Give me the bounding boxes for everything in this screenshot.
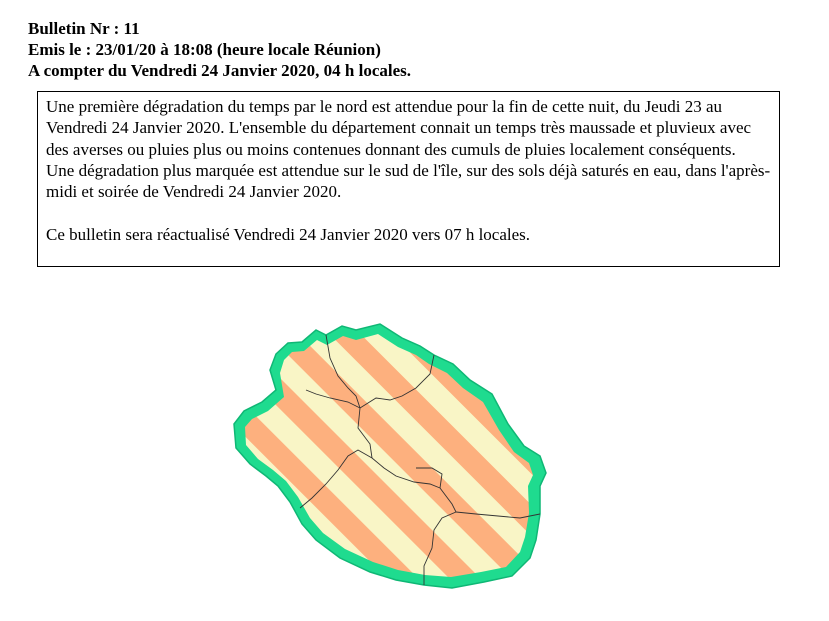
bulletin-paragraph-3: Ce bulletin sera réactualisé Vendredi 24 Janvier 2020 vers 07 h locales.: [46, 224, 531, 244]
bulletin-paragraph-1: Une première dégradation du temps par le nord est attendue pour la fin de cette nuit, du Jeudi 23 au Vendredi 24 Janvier 2020. L'ensemble du département connait un temps très maussade et pluvieux avec des averses ou pluies plus ou moins contenues donnant des cumuls de pluies localement conséquents.: [46, 97, 752, 159]
validity-start: A compter du Vendredi 24 Janvier 2020, 04 h locales.: [28, 61, 411, 80]
emission-date: Emis le : 23/01/20 à 18:08 (heure locale Réunion): [28, 40, 381, 59]
reunion-vigilance-map: [220, 318, 565, 603]
vigilance-zone-fill: [245, 334, 533, 577]
bulletin-header: [28, 18, 411, 81]
bulletin-paragraph-2: Une dégradation plus marquée est attendue sur le sud de l'île, sur des sols déjà saturés en eau, dans l'après-midi et soirée de Vendredi 24 Janvier 2020.: [46, 160, 771, 202]
bulletin-text-box: [37, 91, 780, 267]
bulletin-number: Bulletin Nr : 11: [28, 19, 140, 38]
